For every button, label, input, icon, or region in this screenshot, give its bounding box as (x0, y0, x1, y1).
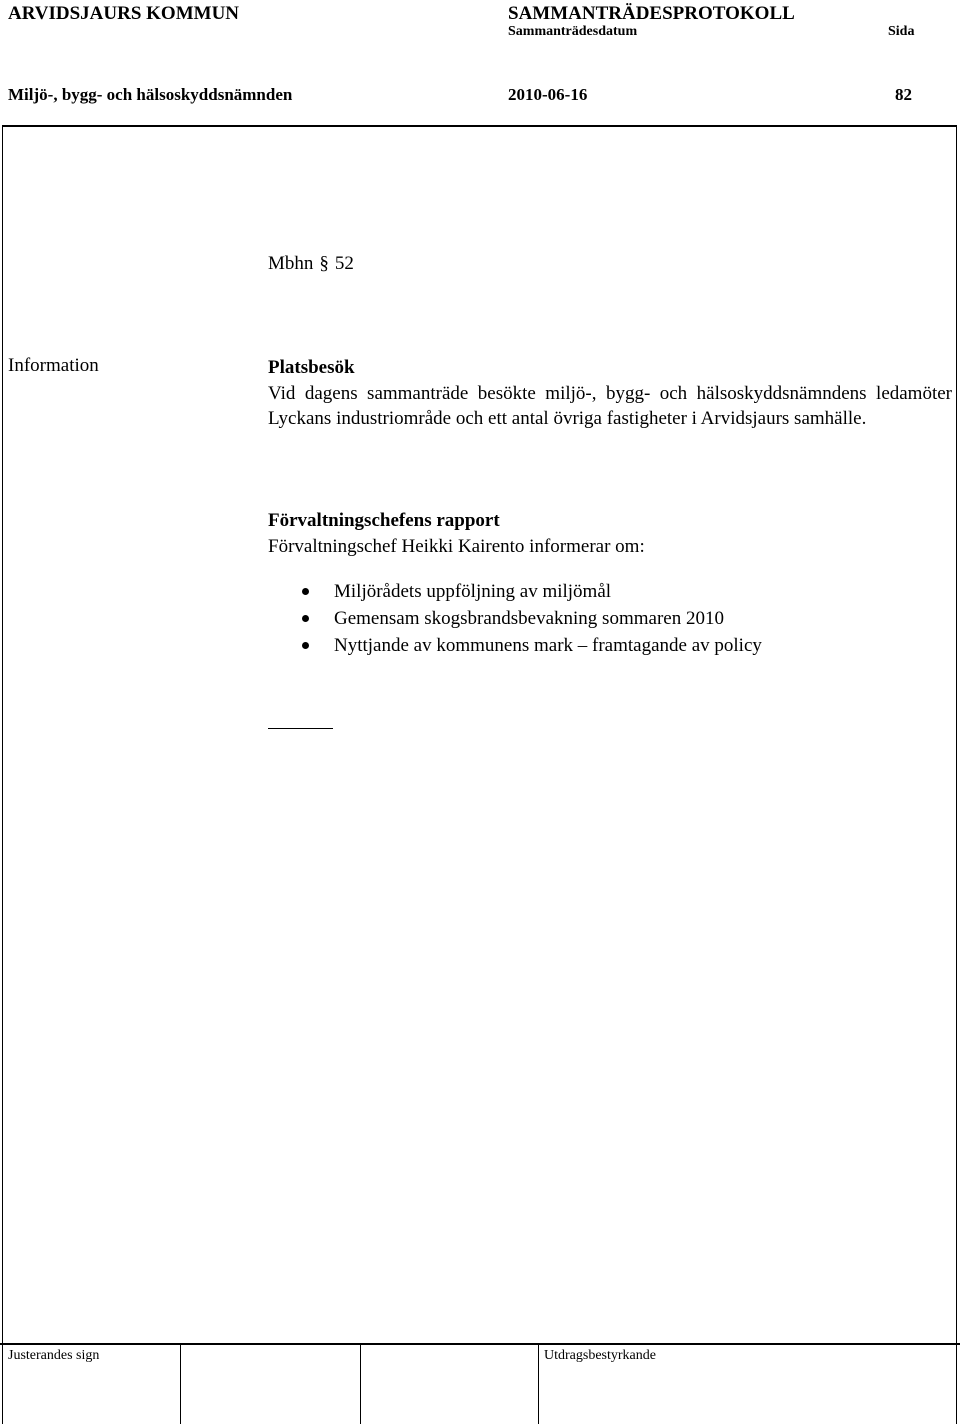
bullet-icon (302, 615, 309, 622)
report-list (268, 578, 762, 659)
list-item-text: Nyttjande av kommunens mark – framtagande av policy (334, 635, 762, 656)
footer-divider (2, 1345, 3, 1424)
section-value: 52 (334, 253, 354, 274)
section-symbol: § (319, 253, 329, 274)
footer-signature-table (0, 1343, 960, 1422)
list-item-text: Miljörådets uppföljning av miljömål (334, 581, 612, 602)
site-visit-heading: Platsbesök (268, 357, 355, 378)
section-number (268, 253, 354, 275)
list-item (268, 605, 762, 632)
municipality-name: ARVIDSJAURS KOMMUN (8, 3, 240, 24)
section-end-line (268, 728, 333, 729)
committee-name: Miljö-, bygg- och hälsoskyddsnämnden (8, 85, 293, 104)
list-item (268, 578, 762, 605)
section-prefix: Mbhn (268, 253, 314, 274)
site-visit-text: Vid dagens sammanträde besökte miljö-, bygg- och hälsoskyddsnämndens ledamöter Lyckans industriområde och ett antal övriga fastigheter i Arvidsjaurs samhälle. (268, 382, 952, 429)
bullet-icon (302, 588, 309, 595)
main-content-frame (2, 125, 957, 1345)
bullet-icon (302, 642, 309, 649)
list-item (268, 632, 762, 659)
footer-divider (956, 1345, 957, 1424)
footer-divider (180, 1345, 181, 1424)
protocol-title: SAMMANTRÄDESPROTOKOLL (508, 3, 795, 24)
page-number: 82 (895, 85, 912, 104)
list-item-text: Gemensam skogsbrandsbevakning sommaren 2010 (334, 608, 724, 629)
meeting-date-label: Sammanträdesdatum (508, 24, 638, 39)
footer-divider (360, 1345, 361, 1424)
report-heading: Förvaltningschefens rapport (268, 510, 500, 531)
report-block (268, 508, 952, 559)
utdragsbestyrkande-label: Utdragsbestyrkande (544, 1348, 656, 1363)
footer-divider (538, 1345, 539, 1424)
site-visit-block (268, 355, 952, 432)
information-label: Information (8, 355, 99, 376)
meeting-date: 2010-06-16 (508, 85, 588, 104)
page-label: Sida (888, 24, 915, 39)
justerandes-sign-label: Justerandes sign (8, 1348, 100, 1363)
report-intro: Förvaltningschef Heikki Kairento informerar om: (268, 535, 645, 557)
